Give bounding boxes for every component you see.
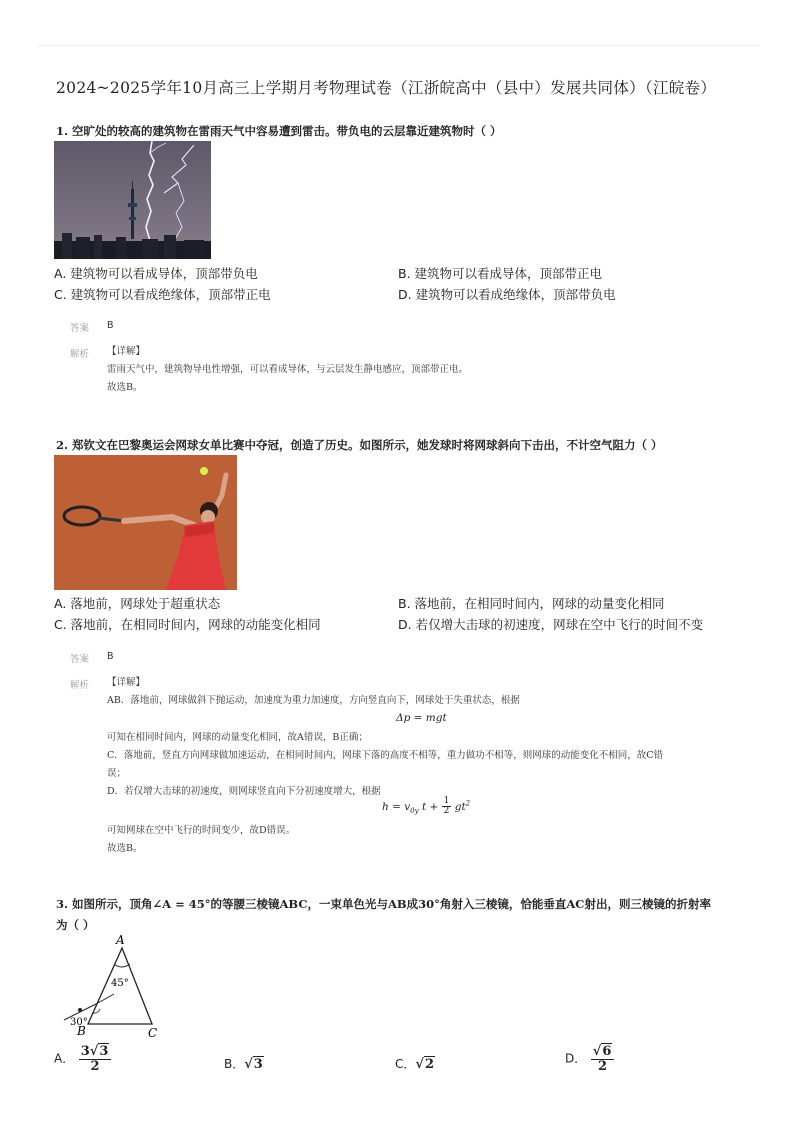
- option-label: B．: [224, 1057, 245, 1071]
- vertex-a-label: A: [116, 934, 125, 947]
- question-2-stem: 2. 郑钦文在巴黎奥运会网球女单比赛中夺冠，创造了历史。如图所示，她发球时将网球斜向下击出，不计空气阻力（ ）: [56, 438, 663, 452]
- option-label: A．: [54, 1051, 75, 1066]
- q1-analysis-line: 故选B。: [107, 382, 143, 393]
- q1-analysis: [107, 343, 468, 397]
- q2-analysis-line: D．若仅增大击球的初速度，则网球竖直向下分初速度增大，根据: [107, 786, 381, 797]
- q2-analysis-line: AB．落地前，网球做斜下抛运动，加速度为重力加速度，方向竖直向下，网球处于失重状态，根据: [107, 695, 520, 706]
- q2-analysis-line: 误；: [107, 768, 127, 779]
- q1-option-d: D. 建筑物可以看成绝缘体，顶部带负电: [398, 287, 616, 302]
- prism-diagram: [58, 934, 168, 1042]
- denominator: 2: [90, 1058, 100, 1074]
- tennis-photo: [54, 455, 237, 590]
- q2-analysis-line: 故选B。: [107, 843, 143, 854]
- q2-analysis-label: 解析: [70, 680, 90, 691]
- formula-part: h = v: [382, 800, 411, 813]
- q1-analysis-line: 【详解】: [107, 346, 146, 357]
- q2-option-a: A. 落地前，网球处于超重状态: [54, 596, 221, 611]
- apex-angle-label: 45°: [111, 978, 129, 989]
- q2-option-c: C. 落地前，在相同时间内，网球的动能变化相同: [54, 617, 321, 632]
- q2-answer: B: [107, 651, 114, 662]
- incident-angle-label: 30°: [70, 1017, 88, 1028]
- formula-superscript: 2: [465, 799, 471, 808]
- q2-analysis-line: 可知在相同时间内，网球的动量变化相同，故A错误，B正确；: [107, 732, 368, 743]
- formula-part: t +: [421, 800, 439, 813]
- q1-option-c: C. 建筑物可以看成绝缘体，顶部带正电: [54, 287, 271, 302]
- q1-option-a: A. 建筑物可以看成导体，顶部带负电: [54, 266, 258, 281]
- q3-option-a: A． $\frac{3√3}{2}$: [54, 1045, 111, 1073]
- fraction-denominator: 2: [443, 806, 450, 817]
- radicand: 2: [424, 1057, 434, 1072]
- denominator: 2: [598, 1058, 608, 1074]
- top-divider: [38, 45, 758, 46]
- q3-option-c: C．√2: [395, 1057, 434, 1072]
- question-1-stem: 1. 空旷处的较高的建筑物在雷雨天气中容易遭到雷击。带负电的云层靠近建筑物时（ ）: [56, 124, 502, 138]
- vertex-b-label: B: [77, 1024, 86, 1038]
- formula-part: gt: [454, 800, 466, 813]
- option-label: C．: [395, 1057, 416, 1071]
- question-3-stem: 3. 如图所示，顶角∠A = 45°的等腰三棱镜ABC，一束单色光与AB成30°角射入三棱镜，恰能垂直AC射出，则三棱镜的折射率: [56, 897, 711, 911]
- q1-answer-label: 答案: [70, 323, 90, 334]
- radicand: 3: [99, 1044, 109, 1059]
- q1-option-b: B. 建筑物可以看成导体，顶部带正电: [398, 266, 603, 281]
- lightning-photo: [54, 141, 211, 259]
- q3-option-d: D． $\frac{√6}{2}$: [565, 1045, 614, 1073]
- radicand: 6: [602, 1044, 612, 1059]
- q2-answer-label: 答案: [70, 654, 90, 665]
- q2-option-d: D. 若仅增大击球的初速度，网球在空中飞行的时间不变: [398, 617, 704, 632]
- momentum-formula: Δp = mgt: [396, 712, 447, 724]
- q2-analysis-line: 可知网球在空中飞行的时间变少，故D错误。: [107, 825, 296, 836]
- q1-analysis-label: 解析: [70, 349, 90, 360]
- formula-subscript: 0y: [410, 807, 419, 816]
- q1-answer: B: [107, 320, 114, 331]
- q3-option-b: B．√3: [224, 1057, 263, 1072]
- displacement-formula: [382, 797, 470, 817]
- radicand: 3: [253, 1057, 263, 1072]
- q2-analysis-line: C．落地前，竖直方向网球做加速运动，在相同时间内，网球下落的高度不相等，重力做功不相等，则网球的动能变化不相同，故C错: [107, 750, 664, 761]
- coefficient: 3: [80, 1044, 90, 1059]
- q1-analysis-line: 雷雨天气中，建筑物导电性增强，可以看成导体，与云层发生静电感应，顶部带正电。: [107, 364, 469, 375]
- question-3-stem-cont: 为（ ）: [56, 918, 95, 932]
- option-label: D．: [565, 1051, 587, 1066]
- page-title: 2024~2025学年10月高三上学期月考物理试卷（江浙皖高中（县中）发展共同体）（江皖卷）: [56, 79, 717, 97]
- fraction-numerator: 1: [443, 796, 450, 806]
- q2-option-b: B. 落地前，在相同时间内，网球的动量变化相同: [398, 596, 665, 611]
- vertex-c-label: C: [148, 1026, 158, 1040]
- q2-analysis-head: 【详解】: [107, 677, 146, 688]
